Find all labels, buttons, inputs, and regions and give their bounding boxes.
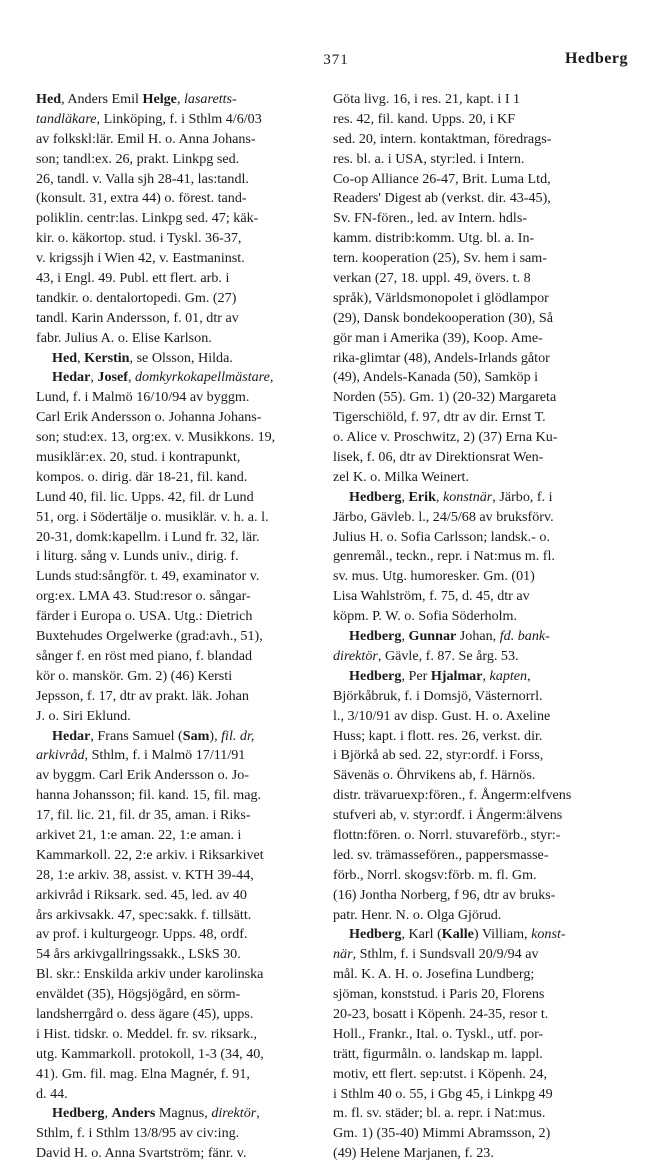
entry-text: 41). Gm. fil. mag. Elna Magnér, f. 91, [36, 1065, 250, 1082]
entry-text: Norden (55). Gm. 1) (20-32) Margareta [333, 389, 557, 406]
text-line [36, 329, 316, 349]
entry-text: musiklär:ex. 20, stud. i kontrapunkt, [36, 449, 241, 466]
entry-name: Gunnar [408, 628, 457, 645]
entry-text: J. o. Siri Eklund. [36, 707, 131, 724]
entry-text: trätt, figurmåln. o. landskap m. lappl. [333, 1045, 543, 1062]
entry-text: Gm. 1) (35-40) Mimmi Abramsson, 2) [333, 1125, 551, 1142]
text-line [36, 209, 316, 229]
entry-text: sjöman, konststud. i Paris 20, Florens [333, 986, 545, 1003]
text-line [36, 528, 316, 548]
entry-text: i liturg. sång v. Lunds univ., dirig. f. [36, 548, 239, 565]
text-line [36, 985, 316, 1005]
entry-text: 17, fil. lic. 21, fil. dr 35, aman. i Riks- [36, 807, 251, 824]
text-line [36, 189, 316, 209]
entry-text: flottn:fören. o. Norrl. stuvareförb., styr:- [333, 826, 561, 843]
entry-text: landsherrgård o. dess ägare (45), upps. [36, 1005, 254, 1022]
text-line [333, 428, 613, 448]
entry-text: , [401, 628, 409, 645]
entry-text: stufveri ab, v. styr:ordf. i Ångerm:älvens [333, 807, 563, 824]
entry-text: mål. K. A. H. o. Josefina Lundberg; [333, 966, 535, 983]
entry-text: , [176, 91, 184, 107]
entry-text: genremål., teckn., repr. i Nat:mus m. fl. [333, 548, 555, 565]
entry-text: Magnus, [155, 1105, 212, 1122]
entry-name: Anders [111, 1105, 156, 1122]
entry-name: Erik [408, 488, 436, 505]
entry-text: , Gävle, f. 87. Se årg. 53. [377, 647, 519, 664]
text-line [333, 846, 613, 866]
entry-text: m. fl. sv. städer; bl. a. repr. i Nat:mus. [333, 1105, 546, 1122]
title-text: domkyrkokapellmästare [134, 369, 270, 386]
entry-text: v. krigssjh i Wien 42, v. Eastmaninst. [36, 250, 245, 267]
text-line [333, 528, 613, 548]
text-line [333, 329, 613, 349]
entry-text: son; stud:ex. 13, org:ex. v. Musikkons. 19, [36, 429, 276, 446]
text-line [36, 607, 316, 627]
entry-text: Kammarkoll. 22, 2:e arkiv. i Riksarkivet [36, 846, 264, 863]
title-text: tandläkare [36, 110, 97, 127]
text-line [333, 349, 613, 369]
text-line [333, 886, 613, 906]
text-line [333, 945, 613, 965]
text-line [333, 289, 613, 309]
entry-text: , Sthlm, f. i Sundsvall 20/9/94 av [352, 946, 539, 963]
entry-text: , [127, 369, 135, 386]
entry-text: Björkåbruk, f. i Domsjö, Västernorrl. [333, 687, 543, 704]
text-line [36, 965, 316, 985]
entry-name: Hedberg [349, 628, 402, 645]
text-line [36, 707, 316, 727]
text-line [333, 1124, 613, 1144]
entry-name: Hedberg [349, 667, 402, 684]
text-line [333, 925, 613, 945]
entry-text: , [77, 349, 85, 366]
text-line [333, 607, 613, 627]
text-line [333, 965, 613, 985]
entry-text: hanna Johansson; fil. kand. 15, fil. mag. [36, 787, 262, 804]
text-line [36, 388, 316, 408]
entry-text: Göta livg. 16, i res. 21, kapt. i I 1 [333, 91, 521, 107]
entry-text: , Karl ( [401, 926, 442, 943]
page-number: 371 [323, 52, 349, 68]
entry-text: tandkir. o. dentalortopedi. Gm. (27) [36, 289, 237, 306]
entry-text: ) Villiam, [473, 926, 532, 943]
text-line [36, 1025, 316, 1045]
entry-text: av byggm. Carl Erik Andersson o. Jo- [36, 767, 249, 784]
entry-text: Huss; kapt. i flott. res. 26, verkst. dir. [333, 727, 543, 744]
entry-name: Kerstin [84, 349, 130, 366]
entry-text: års arkivsakk. 47, spec:sakk. f. tillsätt. [36, 906, 252, 923]
entry-text: enväldet (35), Högsjögård, en sörm- [36, 986, 241, 1003]
entry-text: 54 års arkivgallringssakk., LSkS 30. [36, 946, 241, 963]
entry-text: fabr. Julius A. o. Elise Karlson. [36, 329, 212, 346]
entry-name: Hed [36, 91, 62, 107]
entry-text: Lund, f. i Malmö 16/10/94 av byggm. [36, 389, 250, 406]
text-line [36, 428, 316, 448]
text-line [36, 229, 316, 249]
entry-text: , [256, 1105, 260, 1122]
text-line [333, 627, 613, 647]
left-column [36, 90, 316, 1164]
entry-text: av prof. i kulturgeogr. Upps. 48, ordf. [36, 926, 248, 943]
text-line [333, 806, 613, 826]
entry-text: , Sthlm, f. i Malmö 17/11/91 [84, 747, 246, 764]
title-text: när [333, 946, 353, 963]
text-line [36, 1124, 316, 1144]
text-line [36, 349, 316, 369]
entry-text: färder i Europa o. USA. Utg.: Dietrich [36, 608, 253, 625]
entry-text: , [90, 369, 98, 386]
text-line [333, 687, 613, 707]
text-line [333, 766, 613, 786]
entry-text: sv. mus. Utg. humoresker. Gm. (01) [333, 568, 535, 585]
entry-text: kamm. distrib:komm. Utg. bl. a. In- [333, 230, 535, 247]
text-line [36, 1085, 316, 1105]
entry-text: av folkskl:lär. Emil H. o. Anna Johans- [36, 130, 256, 147]
entry-text: Lunds stud:sångför. t. 49, examinator v. [36, 568, 260, 585]
text-line [333, 209, 613, 229]
entry-text: distr. trävaruexp:fören., f. Ångerm:elfvens [333, 787, 572, 804]
text-line [36, 110, 316, 130]
entry-text: verkan (27, 18. uppl. 49, övers. t. 8 [333, 270, 531, 287]
entry-text: o. Alice v. Proschwitz, 2) (37) Erna Ku- [333, 429, 558, 446]
entry-text: , Järbo, f. i [492, 488, 553, 505]
entry-text: sed. 20, intern. kontaktman, föredrags- [333, 130, 552, 147]
entry-text: , Frans Samuel ( [90, 727, 183, 744]
title-text: kapten [489, 667, 528, 684]
text-line [333, 408, 613, 428]
entry-text: gör man i Amerika (39), Koop. Ame- [333, 329, 543, 346]
entry-text: Co-op Alliance 26-47, Brit. Luma Ltd, [333, 170, 551, 187]
entry-text: köpm. P. W. o. Sofia Söderholm. [333, 608, 518, 625]
entry-text: , [527, 667, 531, 684]
text-line [333, 110, 613, 130]
text-line [36, 667, 316, 687]
text-line [36, 925, 316, 945]
entry-text: son; tandl:ex. 26, prakt. Linkpg sed. [36, 150, 240, 167]
entry-text: arkivråd i Riksark. sed. 45, led. av 40 [36, 886, 247, 903]
entry-text: språk), Världsmonopolet i glödlampor [333, 289, 549, 306]
text-line [36, 1144, 316, 1164]
entry-text: rika-glimtar (48), Andels-Irlands gåtor [333, 349, 550, 366]
entry-text: Bl. skr.: Enskilda arkiv under karolinska [36, 966, 264, 983]
text-line [36, 647, 316, 667]
entry-text: , [482, 667, 490, 684]
entry-text: 20-23, bosatt i Köpenh. 24-35, resor t. [333, 1005, 549, 1022]
text-line [333, 1065, 613, 1085]
entry-name: Hed [52, 349, 78, 366]
right-column [333, 90, 613, 1164]
text-line [36, 567, 316, 587]
entry-text: , Per [401, 667, 431, 684]
entry-text: d. 44. [36, 1085, 68, 1102]
text-line [333, 388, 613, 408]
entry-text: i Björkå ab sed. 22, styr:ordf. i Forss, [333, 747, 544, 764]
text-line [333, 1085, 613, 1105]
entry-text: , Linköping, f. i Sthlm 4/6/03 [96, 110, 262, 127]
text-line [333, 1025, 613, 1045]
entry-name: Hedberg [349, 488, 402, 505]
entry-text: Johan, [456, 628, 500, 645]
entry-text: Lisa Wahlström, f. 75, d. 45, dtr av [333, 588, 530, 605]
entry-text: 51, org. i Södertälje o. musiklär. v. h. a. l. [36, 508, 269, 525]
title-text: direktör [211, 1105, 257, 1122]
entry-text: 20-31, domk:kapellm. i Lund fr. 32, lär. [36, 528, 260, 545]
entry-text: 28, 1:e arkiv. 38, assist. v. KTH 39-44, [36, 866, 254, 883]
entry-text: , Anders Emil [61, 91, 143, 107]
text-line [333, 866, 613, 886]
entry-text: Buxtehudes Orgelwerke (grad:avh., 51), [36, 628, 263, 645]
text-line [36, 587, 316, 607]
text-line [36, 826, 316, 846]
entry-name: Sam [182, 727, 210, 744]
entry-text: poliklin. centr:las. Linkpg sed. 47; käk- [36, 210, 259, 227]
text-line [36, 886, 316, 906]
text-line [333, 508, 613, 528]
text-line [36, 687, 316, 707]
running-head: Hedberg [564, 50, 628, 67]
entry-name: Hedar [52, 369, 91, 386]
entry-text: patr. Henr. N. o. Olga Gjörud. [333, 906, 502, 923]
text-line [333, 189, 613, 209]
text-line [333, 448, 613, 468]
text-line [333, 1005, 613, 1025]
entry-text: sånger f. en röst med piano, f. blandad [36, 647, 253, 664]
entry-text: utg. Kammarkoll. protokoll, 1-3 (34, 40, [36, 1045, 264, 1062]
text-line [36, 547, 316, 567]
entry-text: Sthlm, f. i Sthlm 13/8/95 av civ:ing. [36, 1125, 240, 1142]
entry-text: , [435, 488, 443, 505]
text-line [36, 806, 316, 826]
entry-text: kir. o. käkortop. stud. i Tyskl. 36-37, [36, 230, 242, 247]
entry-text: i Sthlm 40 o. 55, i Gbg 45, i Linkpg 49 [333, 1085, 553, 1102]
text-line [333, 727, 613, 747]
entry-text: kör o. manskör. Gm. 2) (46) Kersti [36, 667, 233, 684]
entry-text: (16) Jontha Norberg, f 96, dtr av bruks- [333, 886, 556, 903]
entry-text: (konsult. 31, extra 44) o. förest. tand- [36, 190, 247, 207]
text-line [36, 488, 316, 508]
entry-text: Tigerschiöld, f. 97, dtr av dir. Ernst T. [333, 409, 546, 426]
text-line [333, 1104, 613, 1124]
text-line [333, 587, 613, 607]
title-text: konstnär [442, 488, 493, 505]
entry-text: , [269, 369, 274, 386]
entry-text: Sävenäs o. Öhrvikens ab, f. Härnös. [333, 767, 536, 784]
text-line [36, 945, 316, 965]
text-line [36, 130, 316, 150]
text-line [36, 727, 316, 747]
entry-name: Helge [142, 91, 177, 107]
entry-text: 43, i Engl. 49. Publ. ett flert. arb. i [36, 270, 230, 287]
entry-text: kompos. o. dirig. där 18-21, fil. kand. [36, 468, 248, 485]
entry-text: , se Olsson, Hilda. [129, 349, 233, 366]
text-line [36, 289, 316, 309]
text-line [333, 647, 613, 667]
entry-text: , [104, 1105, 112, 1122]
entry-text: Carl Erik Andersson o. Johanna Johans- [36, 409, 262, 426]
text-line [333, 150, 613, 170]
text-line [333, 1144, 613, 1164]
entry-text: Julius H. o. Sofia Carlsson; landsk.- o. [333, 528, 550, 545]
entry-name: Kalle [441, 926, 474, 943]
text-line [36, 468, 316, 488]
text-line [36, 746, 316, 766]
text-line [36, 170, 316, 190]
text-line [333, 130, 613, 150]
entry-text: motiv, ett flert. sep:utst. i Köpenh. 24, [333, 1065, 547, 1082]
entry-text: Lund 40, fil. lic. Upps. 42, fil. dr Lund [36, 488, 254, 505]
entry-text: ), [209, 727, 222, 744]
entry-text: tandl. Karin Andersson, f. 01, dtr av [36, 309, 239, 326]
text-line [333, 90, 613, 110]
entry-name: Hedberg [52, 1105, 105, 1122]
text-line [333, 906, 613, 926]
text-line [36, 766, 316, 786]
title-text: fd. bank- [499, 628, 550, 645]
entry-text: zel K. o. Milka Weinert. [333, 468, 469, 485]
text-line [333, 667, 613, 687]
entry-text: res. bl. a. i USA, styr:led. i Intern. [333, 150, 525, 167]
text-line [36, 249, 316, 269]
entry-text: (49), Andels-Kanada (50), Samköp i [333, 369, 539, 386]
text-line [36, 508, 316, 528]
entry-text: David H. o. Anna Svartström; fänr. v. [36, 1145, 247, 1162]
entry-text: led. sv. trämassefören., pappersmasse- [333, 846, 549, 863]
text-line [333, 468, 613, 488]
entry-name: Hjalmar [430, 667, 483, 684]
text-line [36, 906, 316, 926]
entry-text: (29), Dansk bondekooperation (30), Så [333, 309, 553, 326]
entry-text: Jepsson, f. 17, dtr av prakt. läk. Johan [36, 687, 249, 704]
text-line [333, 786, 613, 806]
text-line [36, 368, 316, 388]
text-line [333, 309, 613, 329]
text-line [36, 846, 316, 866]
text-line [333, 368, 613, 388]
title-text: lasaretts- [183, 91, 237, 107]
text-line [36, 866, 316, 886]
text-line [333, 229, 613, 249]
text-line [36, 786, 316, 806]
text-line [333, 249, 613, 269]
text-line [36, 627, 316, 647]
text-line [333, 1045, 613, 1065]
text-line [333, 170, 613, 190]
entry-text: org:ex. LMA 43. Stud:resor o. sångar- [36, 588, 251, 605]
text-line [36, 309, 316, 329]
title-text: arkivråd [36, 747, 85, 764]
text-line [36, 1104, 316, 1124]
entry-text: Readers' Digest ab (verkst. dir. 43-45), [333, 190, 551, 207]
text-line [333, 826, 613, 846]
text-line [36, 1045, 316, 1065]
entry-text: 26, tandl. v. Valla sjh 28-41, las:tandl. [36, 170, 249, 187]
entry-text: , [401, 488, 409, 505]
entry-text: i Hist. tidskr. o. Meddel. fr. sv. riksark., [36, 1025, 258, 1042]
entry-text: l., 3/10/91 av disp. Gust. H. o. Axeline [333, 707, 551, 724]
entry-name: Josef [97, 369, 128, 386]
entry-text: Järbo, Gävleb. l., 24/5/68 av bruksförv. [333, 508, 554, 525]
text-line [36, 150, 316, 170]
text-line [36, 1065, 316, 1085]
text-line [36, 448, 316, 468]
entry-name: Hedar [52, 727, 91, 744]
text-line [36, 90, 316, 110]
text-line [36, 1005, 316, 1025]
entry-text: (49) Helene Marjanen, f. 23. [333, 1145, 494, 1162]
entry-text: Sv. FN-fören., led. av Intern. hdls- [333, 210, 528, 227]
entry-text: förb., Norrl. skogsv:förb. m. fl. Gm. [333, 866, 537, 883]
text-line [333, 547, 613, 567]
text-line [36, 408, 316, 428]
entry-text: arkivet 21, 1:e aman. 22, 1:e aman. i [36, 826, 242, 843]
entry-name: Hedberg [349, 926, 402, 943]
text-line [333, 488, 613, 508]
text-line [333, 269, 613, 289]
entry-text: Holl., Frankr., Ital. o. Tyskl., utf. por- [333, 1025, 544, 1042]
title-text: direktör [333, 647, 378, 664]
entry-text: tern. kooperation (25), Sv. hem i sam- [333, 250, 547, 267]
title-text: konst- [531, 926, 566, 943]
text-line [333, 567, 613, 587]
entry-text: lisek, f. 06, dtr av Direktionsrat Wen- [333, 449, 544, 466]
title-text: fil. dr, [221, 727, 255, 744]
entry-text: res. 42, fil. kand. Upps. 20, i KF [333, 110, 516, 127]
text-line [333, 746, 613, 766]
text-line [333, 707, 613, 727]
text-line [36, 269, 316, 289]
text-line [333, 985, 613, 1005]
